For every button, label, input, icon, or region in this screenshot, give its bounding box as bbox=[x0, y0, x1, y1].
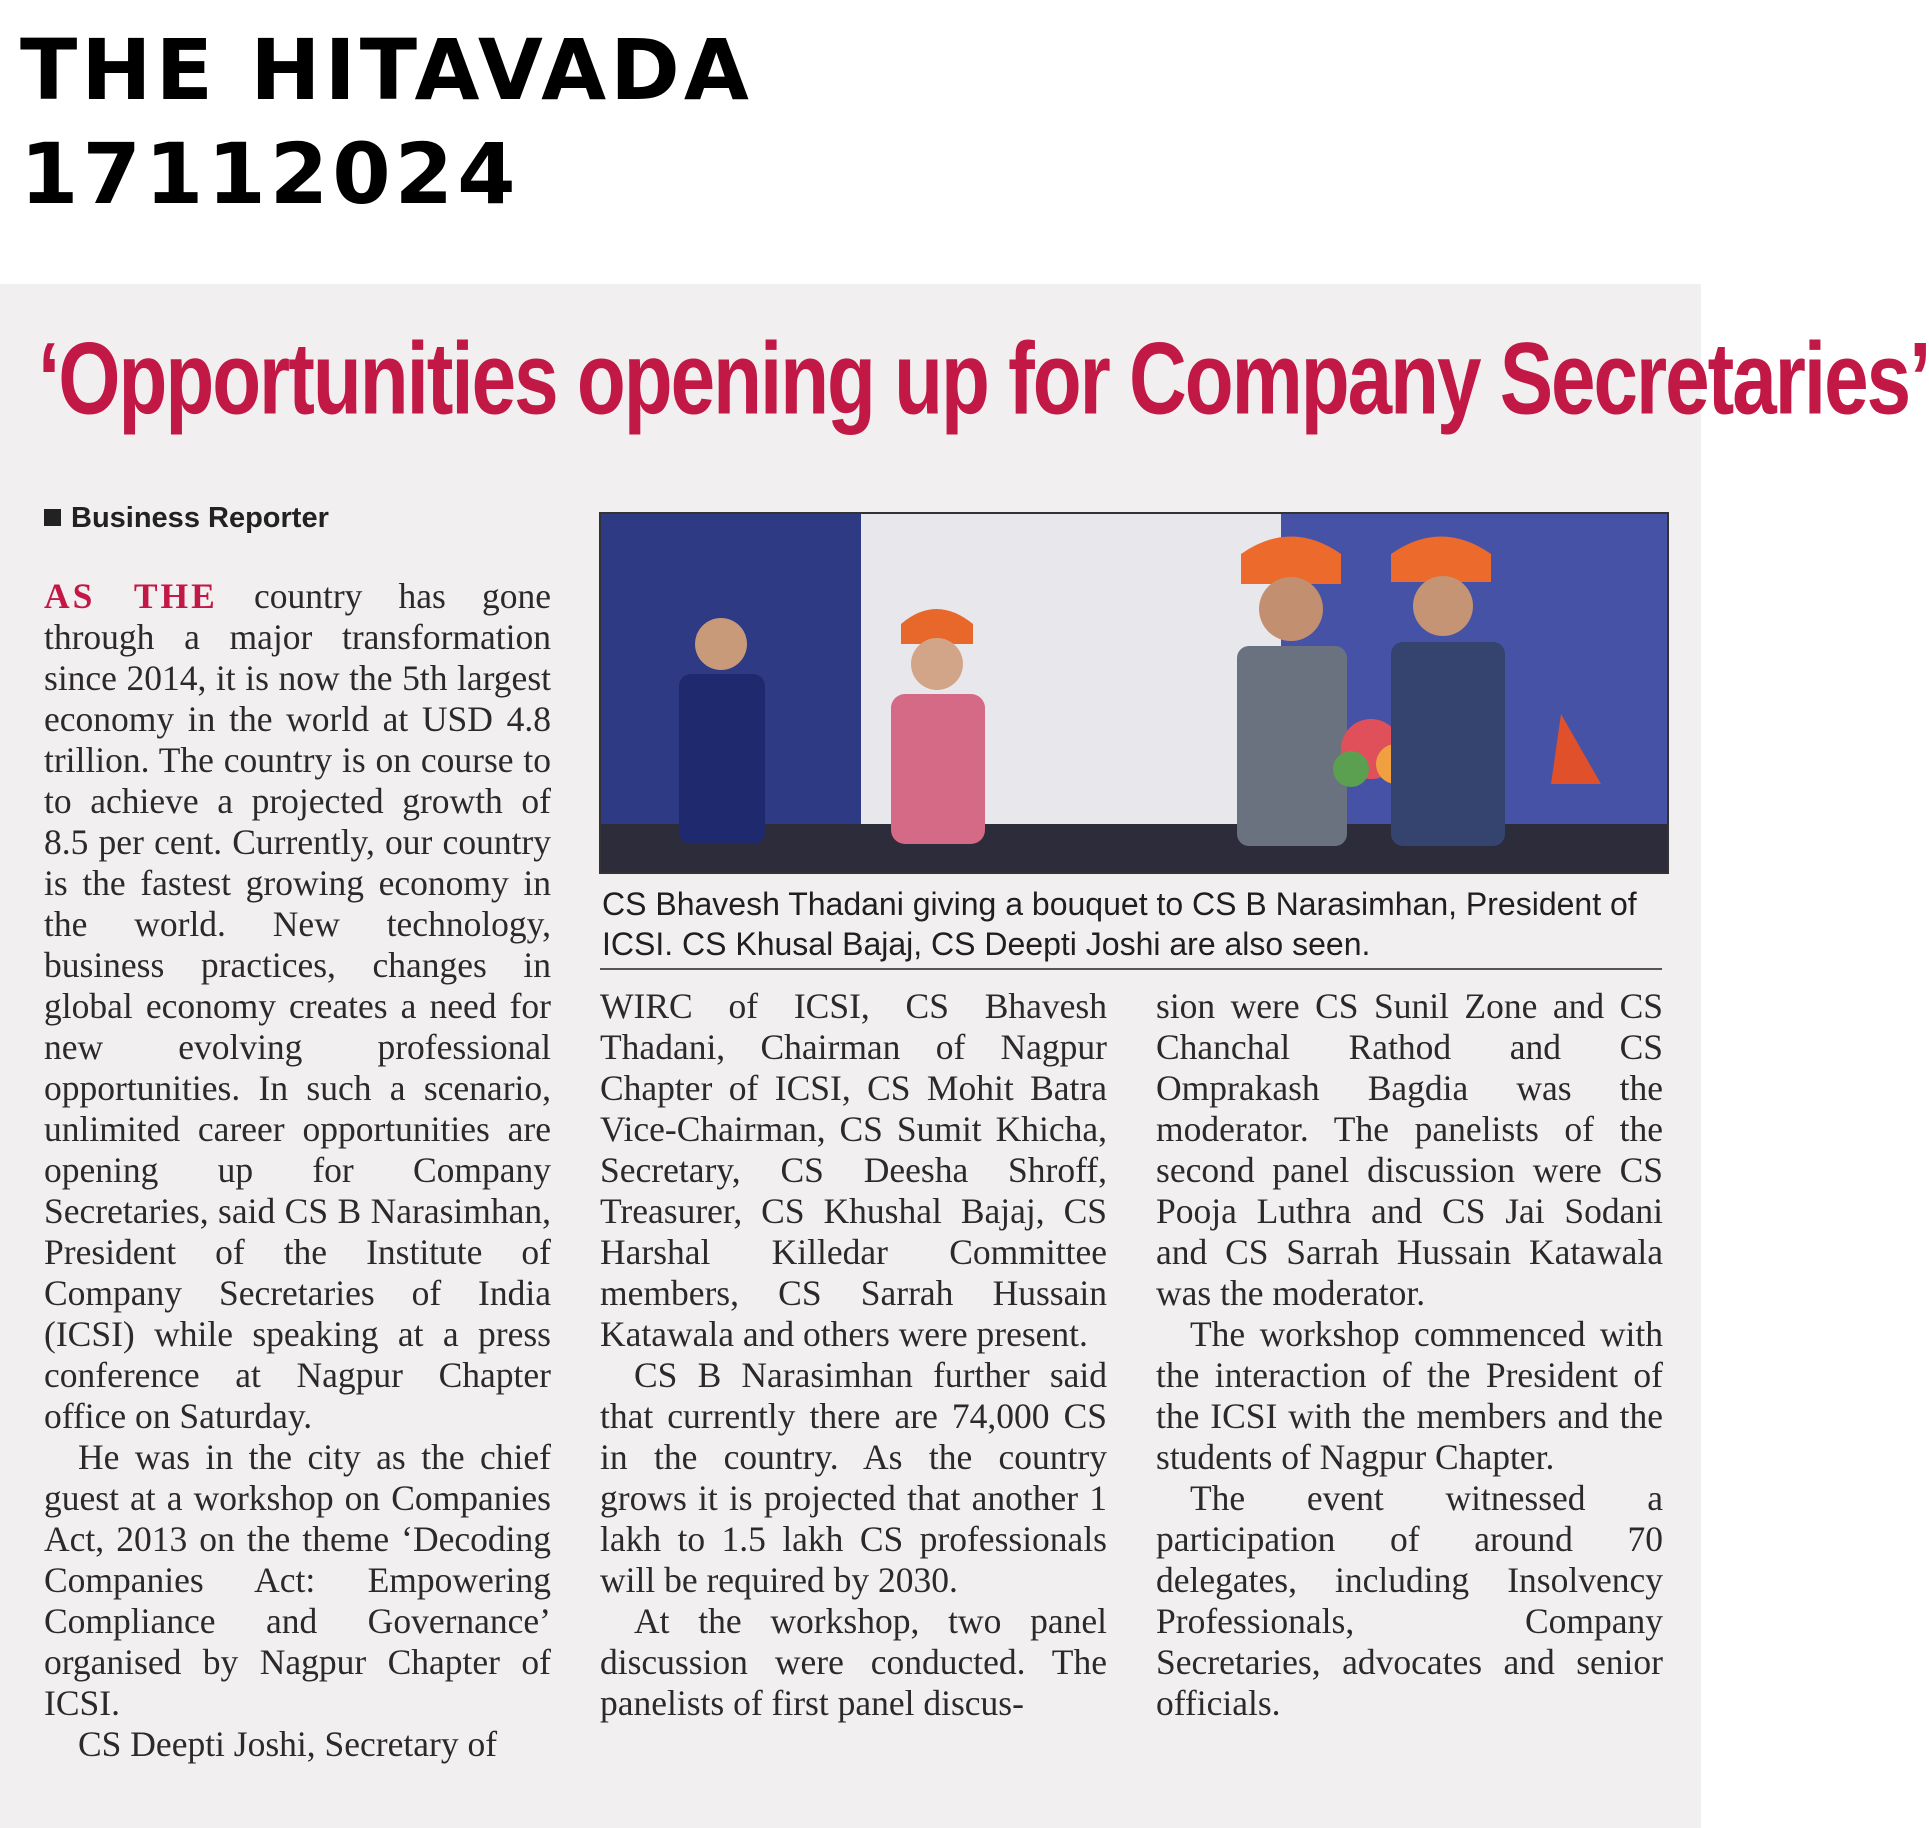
paragraph: CS B Narasimhan further said that currently there are 74,000 CS in the country. As the country grows it is projected that another 1 lakh to 1.5 lakh CS professionals will be required by 2030. bbox=[600, 1355, 1107, 1600]
publication-name: THE HITAVADA bbox=[20, 21, 753, 119]
paragraph: The workshop commenced with the interaction of the President of the ICSI with the members and the students of Nagpur Chapter. bbox=[1156, 1314, 1663, 1477]
paragraph: CS Deepti Joshi, Secretary of bbox=[78, 1724, 498, 1764]
masthead bbox=[20, 18, 753, 226]
publication-date: 17112024 bbox=[20, 125, 520, 223]
news-clipping bbox=[0, 284, 1929, 1828]
paragraph: AS THE country has gone through a major transformation since 2014, it is now the 5th largest economy in the world at USD 4.8 trillion. The country is on course to to achieve a projected growth of 8.5 per cent. Currently, our country is the fastest growing economy in the world. New technology, business practices, changes in global economy creates a need for new evolving professional opportunities. In such a scenario, unlimited career opportunities are opening up for Company Secretaries, said CS B Narasimhan, President of the Institute of Company Secretaries of India (ICSI) while speaking at a press conference at Nagpur Chapter office on Saturday. bbox=[44, 576, 551, 1436]
caption-divider bbox=[600, 968, 1662, 970]
paragraph: He was in the city as the chief guest at a workshop on Companies Act, 2013 on the theme ‘Decoding Companies Act: Empowering Compliance and Governance’ organised by Nagpur Chapter of ICSI. bbox=[44, 1437, 551, 1723]
bullet-square-icon bbox=[44, 509, 61, 526]
paragraph: sion were CS Sunil Zone and CS Chanchal Rathod and CS Omprakash Bagdia was the moderator. The panelists of the second panel discussion were CS Pooja Luthra and CS Jai Sodani and CS Sarrah Hussain Katawala was the moderator. bbox=[1156, 986, 1663, 1313]
article-column-3 bbox=[1156, 986, 1663, 1724]
article-column-2 bbox=[600, 986, 1107, 1724]
paragraph: WIRC of ICSI, CS Bhavesh Thadani, Chairman of Nagpur Chapter of ICSI, CS Mohit Batra Vice-Chairman, CS Sumit Khicha, Secretary, CS Deesha Shroff, Treasurer, CS Khushal Bajaj, CS Harshal Killedar Committee members, CS Sarrah Hussain Katawala and others were present. bbox=[600, 986, 1107, 1354]
paragraph: At the workshop, two panel discussion were conducted. The panelists of first panel discus- bbox=[600, 1601, 1107, 1723]
byline-text: Business Reporter bbox=[71, 502, 329, 534]
headline: ‘Opportunities opening up for Company Secretaries’ bbox=[38, 321, 1929, 436]
event-photo-image bbox=[601, 514, 1667, 872]
article-column-1 bbox=[44, 576, 551, 1765]
lead-in: AS THE bbox=[44, 576, 218, 616]
paragraph: The event witnessed a participation of around 70 delegates, including Insolvency Professionals, Company Secretaries, advocates and senior officials. bbox=[1156, 1478, 1663, 1723]
article-photo bbox=[599, 512, 1669, 874]
byline bbox=[44, 502, 329, 535]
photo-caption: CS Bhavesh Thadani giving a bouquet to CS B Narasimhan, President of ICSI. CS Khusal Bajaj, CS Deepti Joshi are also seen. bbox=[602, 886, 1637, 962]
